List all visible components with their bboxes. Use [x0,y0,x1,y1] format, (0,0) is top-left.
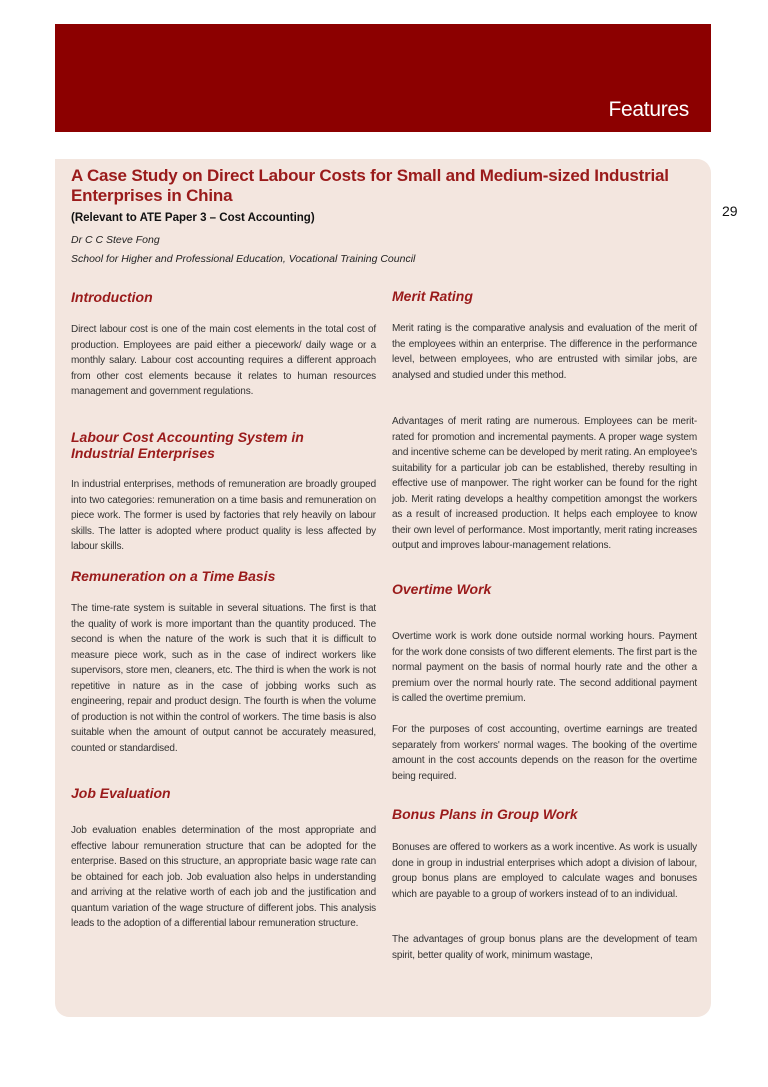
author: Dr C C Steve Fong [71,234,160,246]
paragraph: The time-rate system is suitable in several situations. The first is that the quality of work is more important than the quantity produced. The second is when the nature of the work is such that it is difficult to measure piece work, such as in the case of indirect workers like supervisors, store men, cleaners, etc. The third is when the work is not repetitive in nature as in the case of jobbing works such as engineering, repair and product design. The fourth is when the volume of production is not within the control of workers. The time basis is also suitable when the amount of output cannot be accurately measured, counted or standardised. [71,603,376,754]
heading-introduction: Introduction [71,289,153,305]
page-number: 29 [722,203,738,219]
paragraph: Bonuses are offered to workers as a work incentive. As work is usually done in group in industrial enterprises which adopt a division of labour, group bonus plans are employed to calculate wages and bonuses which are payable to a group of workers instead of to an individual. [392,842,697,900]
paragraph: The advantages of group bonus plans are the development of team spirit, better quality of work, minimum wastage, [392,934,697,961]
heading-job-evaluation: Job Evaluation [71,785,171,801]
paragraph: Direct labour cost is one of the main cost elements in the total cost of production. Employees are paid either a piecework/ daily wage or a monthly salary. Labour cost accounting requires a different approach from other cost elements because it relates to human resources management and government regulations. [71,324,376,397]
affiliation: School for Higher and Professional Education, Vocational Training Council [71,253,416,265]
header-banner [55,24,711,132]
paragraph: Job evaluation enables determination of the most appropriate and effective labour remuneration structure that can be adopted for the enterprise. Based on this structure, an appropriate basic wage rate can be obtained for each job. Job evaluation also helps in understanding and arriving at the relative worth of each job and the justification and quantum variation of the wage structure of different jobs. This analysis leads to the adoption of a differential labour remuneration structure. [71,825,376,929]
paragraph: Overtime work is work done outside normal working hours. Payment for the work done consists of two different elements. The first part is the normal payment on the basis of normal hourly rate and the other a premium over the normal hourly rate. The second additional payment is called the overtime premium. [392,631,697,704]
heading-time-basis: Remuneration on a Time Basis [71,568,276,584]
paragraph: For the purposes of cost accounting, overtime earnings are treated separately from workers' normal wages. The booking of the overtime amount in the cost accounts depends on the reason for the overtime being required. [392,724,697,782]
paragraph: Advantages of merit rating are numerous. Employees can be merit-rated for promotion and incremental payments. A proper wage system and incentive scheme can be developed by merit rating. An employee's suitability for a particular job can be established, thereby resulting in effective use of manpower. The right worker can be found for the right job. Merit rating develops a healthy competition amongst the workers as a result of increased production. It helps each employee to know their own level of performance. Most importantly, merit rating increases output and improves labour-management relations. [392,416,697,551]
paragraph: In industrial enterprises, methods of remuneration are broadly grouped into two categories: remuneration on a time basis and remuneration on piece work. The former is used by factories that rely heavily on labour skills. The latter is adopted where product quality is less affected by labour skills. [71,479,376,552]
banner-title: Features [608,98,689,121]
heading-labour-cost-system: Labour Cost Accounting System in Industrial Enterprises [71,429,304,461]
article-subtitle: (Relevant to ATE Paper 3 – Cost Accounting) [71,212,315,224]
article-title: A Case Study on Direct Labour Costs for Small and Medium-sized Industrial Enterprises in China [71,166,669,205]
heading-bonus-plans: Bonus Plans in Group Work [392,806,578,822]
heading-merit-rating: Merit Rating [392,288,473,304]
heading-overtime-work: Overtime Work [392,581,492,597]
paragraph: Merit rating is the comparative analysis and evaluation of the merit of the employees within an enterprise. The difference in the performance level, between employees, who are entrusted with similar jobs, are analysed and studied under this method. [392,323,697,381]
